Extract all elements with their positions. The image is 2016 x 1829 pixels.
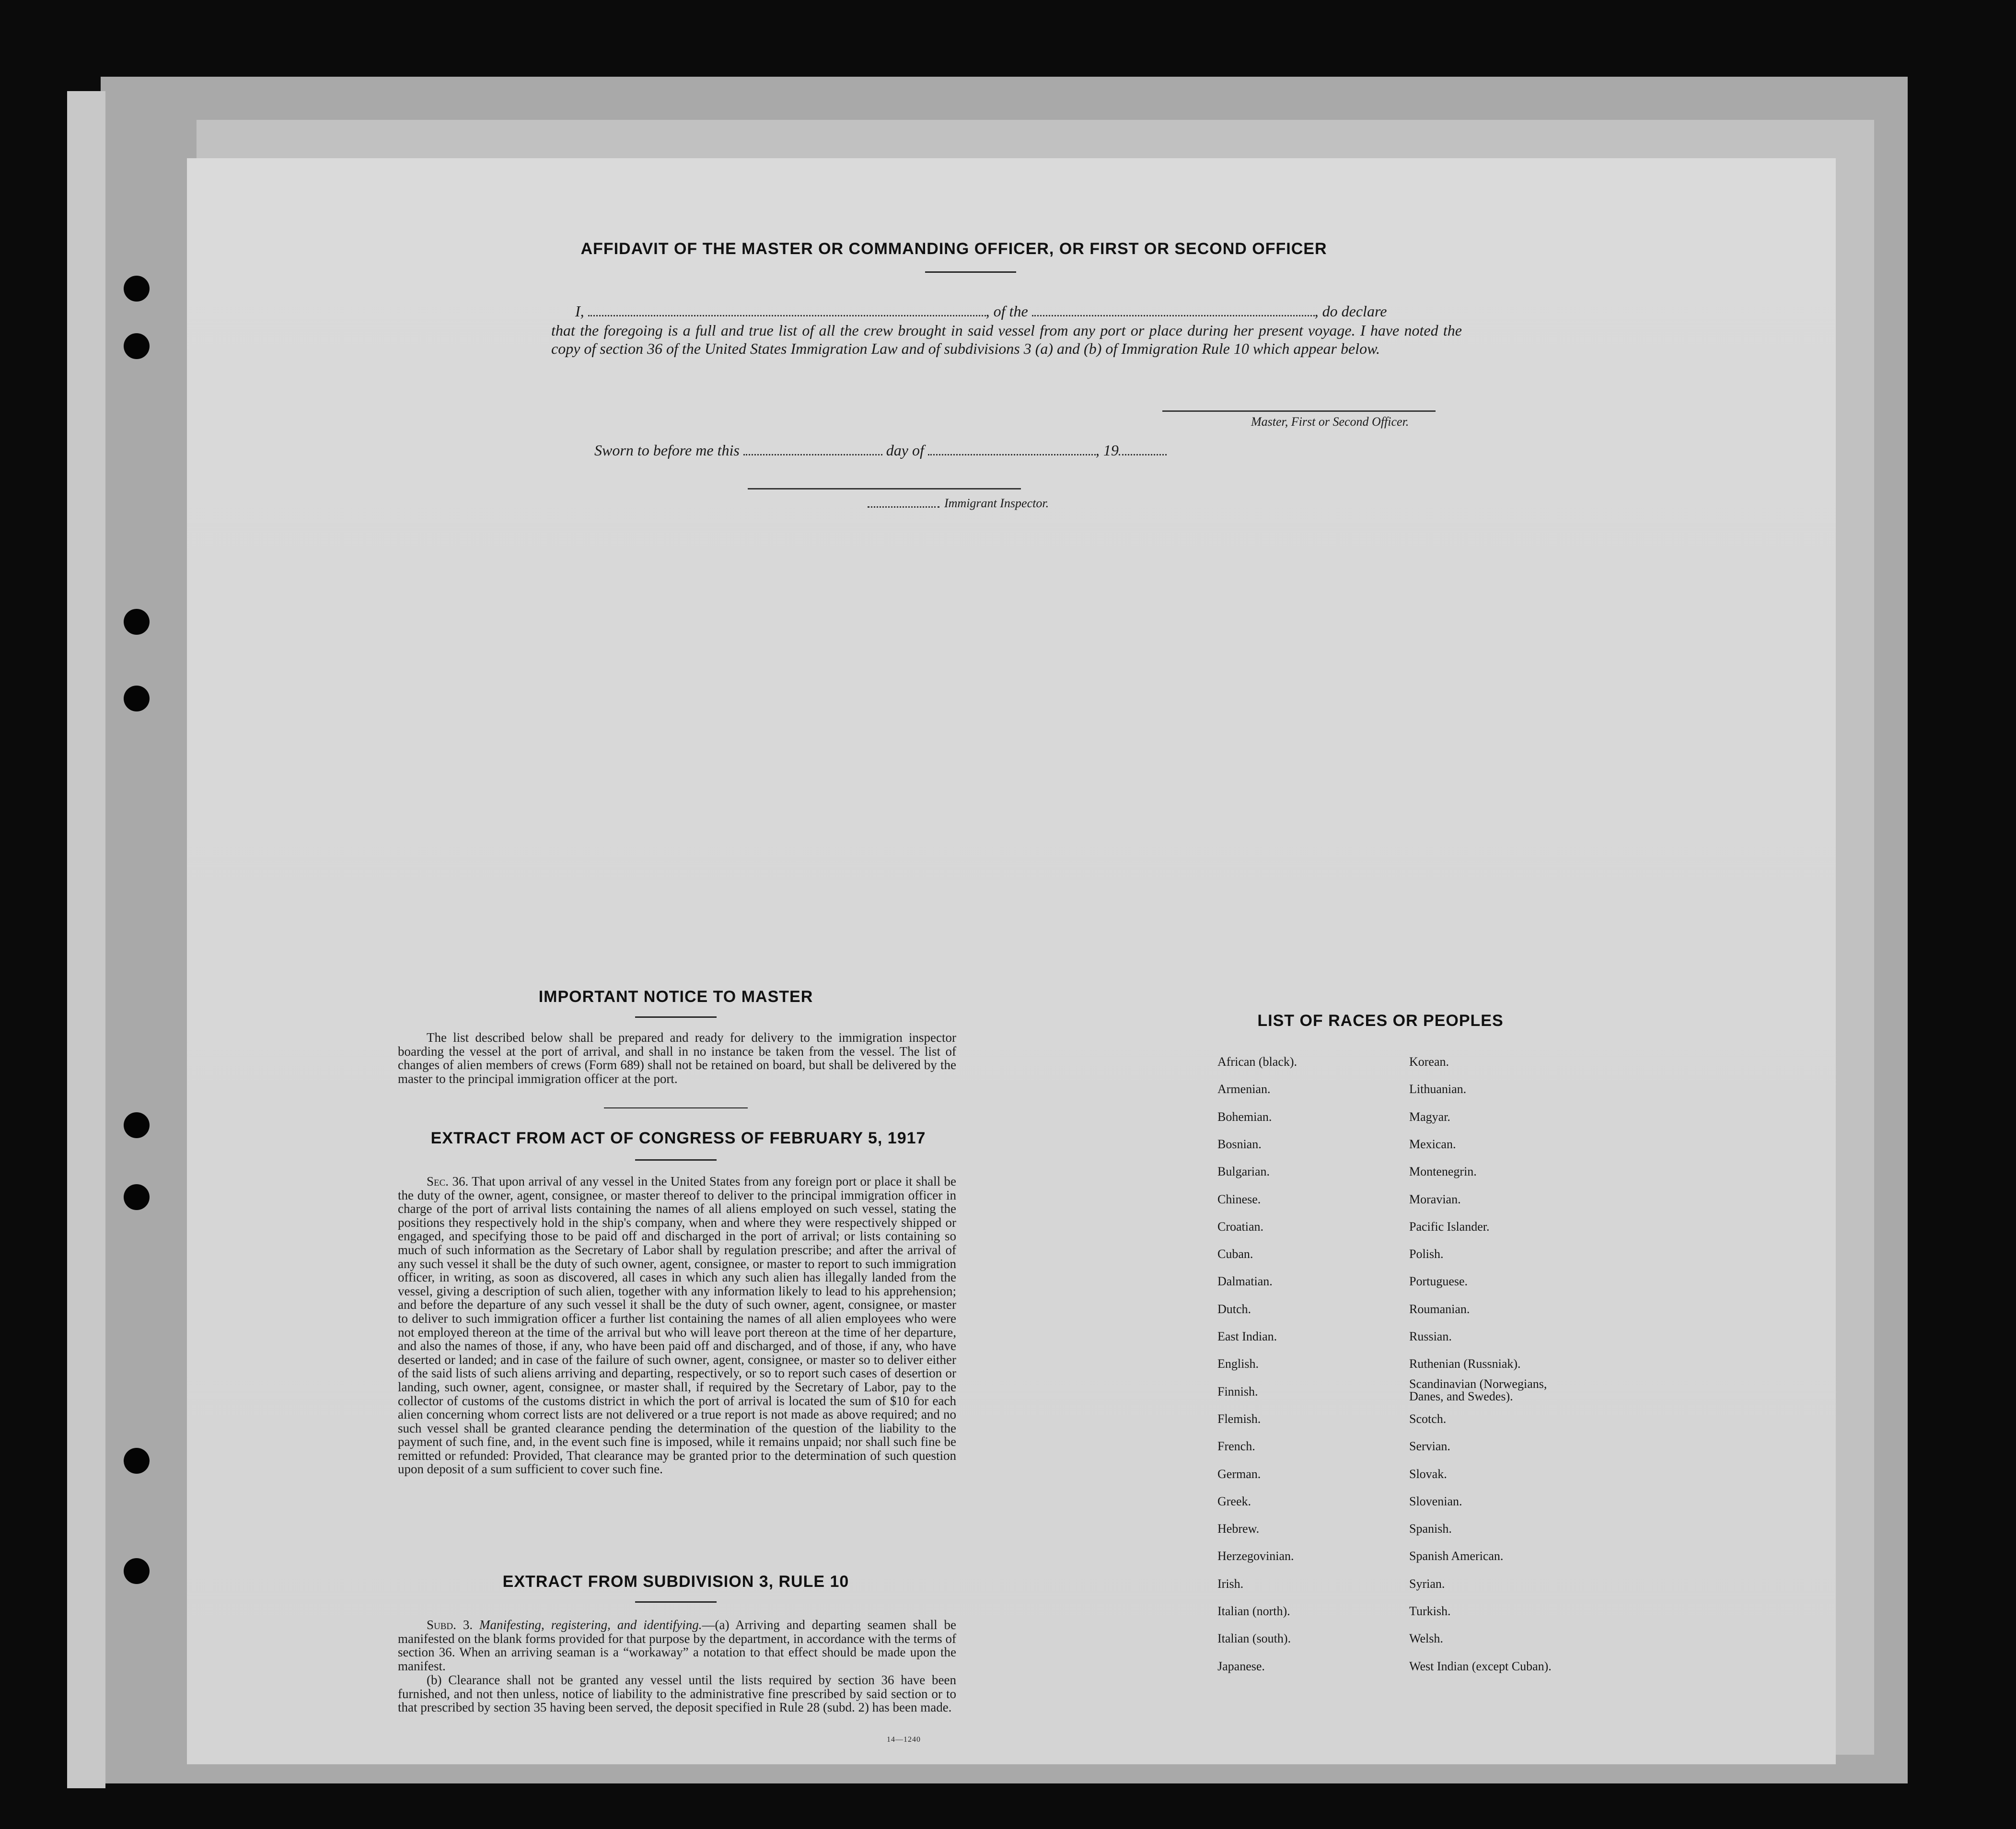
act-body [398,1175,956,1476]
binder-hole [124,686,150,711]
race-item: Herzegovinian. [1217,1549,1294,1563]
race-item: Japanese. [1217,1659,1265,1673]
binder-hole [124,1558,150,1584]
notice-body [398,1031,956,1085]
race-item: Ruthenian (Russniak). [1409,1357,1521,1371]
act-title: EXTRACT FROM ACT OF CONGRESS OF FEBRUARY 5, 1917 [430,1129,926,1147]
affidavit-title: AFFIDAVIT OF THE MASTER OR COMMANDING OFFICER, OR FIRST OR SECOND OFFICER [580,240,1327,258]
affidavit-i: I, [575,303,584,320]
inspector-dots [868,503,939,508]
race-item: West Indian (except Cuban). [1409,1659,1552,1673]
day-blank [743,451,882,455]
rule-title: EXTRACT FROM SUBDIVISION 3, RULE 10 [502,1573,849,1591]
race-item: Dalmatian. [1217,1274,1273,1289]
rule-para-b-text: (b) Clearance shall not be granted any vessel until the lists required by section 36 have been furnished, and not then unless, notice of liability to the administrative fine prescribed by said section or to that prescribed by section 35 having been served, the deposit specified in Rule 28 (subd. 2) has been made. [398,1673,956,1715]
race-item: French. [1217,1439,1255,1454]
race-item: Croatian. [1217,1219,1264,1234]
race-item: Magyar. [1409,1109,1450,1124]
notice-rule [635,1016,717,1018]
act-rule [635,1159,717,1161]
race-item: Spanish. [1409,1522,1452,1536]
signature-line [1162,408,1436,412]
inspector-caption: Immigrant Inspector. [944,496,1049,510]
race-item: Lithuanian. [1409,1082,1467,1096]
sworn-year: , 19 [1095,442,1119,459]
binder-hole [124,333,150,359]
notice-text: The list described below shall be prepared and ready for delivery to the immigration inspector boarding the vessel at the port of arrival, and shall in no instance be taken from the vessel. The list of changes of alien members of crews (Form 689) shall not be retained on board, but shall be delivered by the master to the principal immigration officer at the port. [398,1030,956,1086]
race-item: Armenian. [1217,1082,1271,1096]
race-item: Scandinavian (Norwegians, Danes, and Swedes). [1409,1376,1547,1403]
vessel-blank [1032,312,1315,316]
affidavit-declaration-line [556,302,1649,320]
race-item: Hebrew. [1217,1522,1260,1536]
act-text: That upon arrival of any vessel in the United States from any foreign port or place it shall be the duty of the owner, agent, consignee, or master thereof to deliver to the principal immigration officer in charge of the port of arrival lists containing the names of all aliens employed on such vessel, stating the positions they respectively hold in the ship's company, when and where they were respectively shipped or engaged, and specifying those to be paid off and discharged in the port of arrival; or lists containing so much of such information as the Secretary of Labor shall by regulation prescribe; and after the arrival of any such vessel it shall be the duty of such owner, agent, consignee, or master to report to such immigration officer, in writing, as soon as discovered, all cases in which any such alien has illegally landed from the vessel, giving a description of such alien, together with any information likely to lead to his apprehension; and before the departure of any such vessel it shall be the duty of such owner, agent, consignee, or master to deliver to such immigration officer a further list containing the names of all alien employees who were not employed thereon at the time of the arrival but who will leave port thereon at the time of her departure, and also the names of those, if any, who have been paid off and discharged, and of those, if any, who have deserted or landed; and in case of the failure of such owner, agent, consignee, or master so to deliver either of the said lists of such aliens arriving and departing, respectively, or so to report such cases of desertion or landing, such owner, agent, consignee, or master shall, if required by the Secretary of Labor, pay to the collector of customs of the customs district in which the port of arrival is located the sum of $10 for each alien concerning whom correct lists are not delivered or a true report is not made as above required; and no such vessel shall be granted clearance pending the determination of the question of the liability to the payment of such fine, and, in the event such fine is imposed, while it remains unpaid; nor shall such fine be remitted or refunded: Provided, That clearance may be granted prior to the determination of such question upon deposit of a sum sufficient to cover such fine. [398,1174,956,1477]
race-item: Bulgarian. [1217,1165,1270,1179]
race-item: Slovak. [1409,1467,1447,1481]
race-item: Portuguese. [1409,1274,1468,1289]
race-item: Greek. [1217,1494,1251,1508]
race-item: German. [1217,1467,1261,1481]
race-item: Mexican. [1409,1137,1456,1151]
sworn-line [594,441,1167,459]
races-title: LIST OF RACES OR PEOPLES [1257,1012,1504,1030]
race-item: Irish. [1217,1576,1244,1591]
race-item: Pacific Islander. [1409,1219,1490,1234]
affidavit-body: that the foregoing is a full and true list of all the crew brought in said vessel from any port or place during her present voyage. I have noted the copy of section 36 of the United States Immigration Law and of subdivisions 3 (a) and (b) of Immigration Rule 10 which appear below. [551,322,1462,357]
signature-caption: Master, First or Second Officer. [1251,415,1409,429]
race-item: Cuban. [1217,1247,1253,1261]
race-item: Bosnian. [1217,1137,1262,1151]
rule-rule [635,1601,717,1603]
title-rule [925,271,1016,273]
form-page [187,158,1836,1764]
race-item: Flemish. [1217,1411,1261,1426]
race-item: Slovenian. [1409,1494,1462,1508]
inspector-signature-line [748,485,1021,489]
notice-title: IMPORTANT NOTICE TO MASTER [538,988,813,1006]
race-item: Italian (south). [1217,1631,1291,1646]
race-item: Italian (north). [1217,1604,1290,1618]
race-item: Welsh. [1409,1631,1443,1646]
binder-hole [124,609,150,635]
rule-para-b [398,1673,956,1714]
binder-hole [124,1112,150,1138]
act-sec-label: Sec. 36. [427,1174,469,1188]
race-item: Roumanian. [1409,1302,1470,1316]
race-item: East Indian. [1217,1329,1277,1343]
race-item: Moravian. [1409,1192,1461,1206]
race-item: Bohemian. [1217,1109,1272,1124]
rule-subd-heading: Manifesting, registering, and identifying. [479,1618,702,1632]
race-item: Syrian. [1409,1576,1445,1591]
race-item: Finnish. [1217,1384,1258,1398]
race-item: Servian. [1409,1439,1450,1454]
race-item: Polish. [1409,1247,1444,1261]
race-item: Scotch. [1409,1411,1447,1426]
race-item: Dutch. [1217,1302,1251,1316]
race-item: Korean. [1409,1055,1449,1069]
rule-para-a [398,1618,956,1673]
rule-subd-label: Subd. 3. [427,1618,473,1632]
name-blank [588,312,986,316]
form-number: 14—1240 [887,1736,921,1744]
binder-hole [124,1184,150,1210]
notice-divider [604,1107,748,1108]
affidavit-of-the: , of the [985,303,1028,320]
rule-para-a-text: —(a) Arriving and departing seamen shall be manifested on the blank forms provided for that purpose by the department, in accordance with the terms of section 36. When an arriving seaman is a “workaway” a notation to that effect should be made upon the manifest. [398,1618,956,1673]
race-item: Russian. [1409,1329,1452,1343]
race-item: Montenegrin. [1409,1165,1477,1179]
binder-hole [124,1448,150,1474]
binder-hole [124,276,150,302]
year-blank [1119,451,1167,455]
race-item: Turkish. [1409,1604,1451,1618]
sworn-prefix: Sworn to before me this [594,442,740,459]
sworn-day-of: day of [886,442,924,459]
binding-strip [67,91,105,1788]
race-item: African (black). [1217,1055,1298,1069]
month-blank [928,451,1096,455]
race-item: Chinese. [1217,1192,1261,1206]
affidavit-declare: , do declare [1314,303,1387,320]
race-item: Spanish American. [1409,1549,1504,1563]
race-item: English. [1217,1357,1259,1371]
